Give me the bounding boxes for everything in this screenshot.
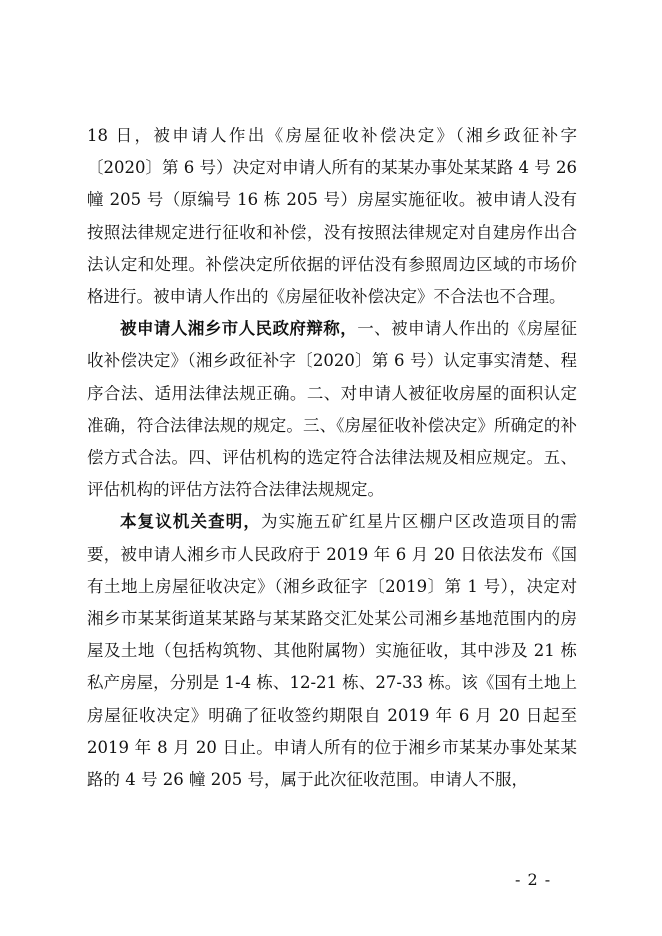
paragraph-text: 18 日，被申请人作出《房屋征收补偿决定》（湘乡政征补字〔2020〕第 6 号）决定对申请人所有的某某办事处某某路 4 号 26 幢 205 号（原编号 16 栋 205 号）房屋实施征收。被申请人没有按照法律规定进行征收和补偿，没有按照法律规定对自建房作出合法认定和处理。补偿决定所依据的评估没有参照周边区域的市场价格进行。被申请人作出的《房屋征收补偿决定》不合法也不合理。 [87, 126, 577, 307]
page-number: - 2 - [515, 870, 552, 889]
paragraph-applicant-claim [87, 120, 577, 313]
paragraph-respondent-defense [87, 313, 577, 506]
paragraph-text: 为实施五矿红星片区棚户区改造项目的需要，被申请人湘乡市人民政府于 2019 年 6 月 20 日依法发布《国有土地上房屋征收决定》（湘乡政征字〔2019〕第 1 号），决定对湘乡市某某街道某某路与某某路交汇处某公司湘乡基地范围内的房屋及土地（包括构筑物、其他附属物）实施征收，其中涉及 21 栋私产房屋，分别是 1-4 栋、12-21 栋、27-33 栋。该《国有土地上房屋征收决定》明确了征收签约期限自 2019 年 6 月 20 日起至 2019 年 8 月 20 日止。申请人所有的位于湘乡市某某办事处某某路的 4 号 26 幢 205 号，属于此次征收范围。申请人不服， [87, 512, 578, 790]
paragraph-findings [87, 506, 577, 796]
paragraph-lead: 本复议机关查明， [120, 512, 261, 532]
document-body [87, 120, 577, 796]
paragraph-lead: 被申请人湘乡市人民政府辩称， [120, 319, 358, 339]
paragraph-text: 一、被申请人作出的《房屋征收补偿决定》（湘乡政征补字〔2020〕第 6 号）认定事实清楚、程序合法、适用法律法规正确。二、对申请人被征收房屋的面积认定准确，符合法律法规的规定。三、《房屋征收补偿决定》所确定的补偿方式合法。四、评估机构的选定符合法律法规及相应规定。五、评估机构的评估方法符合法律法规规定。 [87, 319, 578, 500]
